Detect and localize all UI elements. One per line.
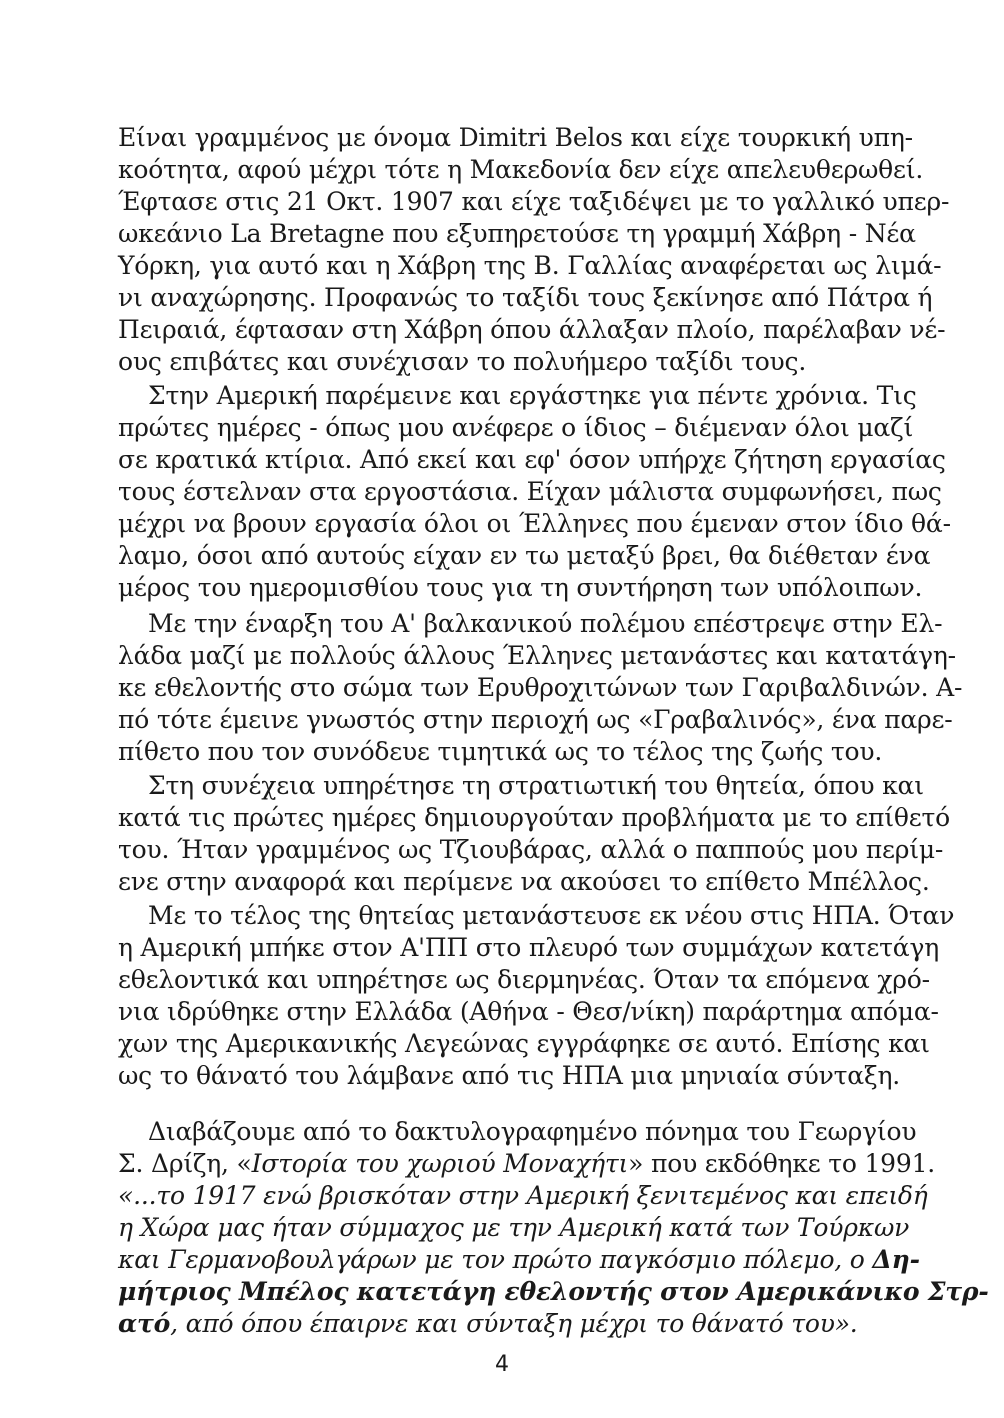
text-line: ενε στην αναφορά και περίμενε να ακούσει το επίθετο Μπέλλος. (118, 867, 930, 896)
text-segment: , από όπου έπαιρνε και σύνταξη μέχρι το θάνατό του». (170, 1309, 858, 1338)
text-line: ωκεάνιο La Bretagne που εξυπηρετούσε τη γραμμή Χάβρη - Νέα (118, 219, 916, 248)
text-line (118, 1148, 936, 1180)
text-segment: Σ. Δρίζη, « (118, 1149, 252, 1178)
quote-line: «...το 1917 ενώ βρισκόταν στην Αμερική ξενιτεμένος και επειδή (118, 1181, 928, 1210)
text-line: τους έστελναν στα εργοστάσια. Είχαν μάλιστα συμφωνήσει, πως (118, 477, 942, 506)
text-line: Είναι γραμμένος με όνομα Dimitri Belos και είχε τουρκική υπη- (118, 123, 913, 152)
text-line: πρώτες ημέρες - όπως μου ανέφερε ο ίδιος – διέμεναν όλοι μαζί (118, 413, 914, 442)
text-line: ως το θάνατό του λάμβανε από τις ΗΠΑ μια μηνιαία σύνταξη. (118, 1061, 901, 1090)
text-line: πίθετο που τον συνόδευε τιμητικά ως το τέλος της ζωής του. (118, 737, 883, 766)
text-line: κοότητα, αφού μέχρι τότε η Μακεδονία δεν είχε απελευθερωθεί. (118, 155, 924, 184)
bold-segment: Δη- (872, 1245, 920, 1274)
text-line: ους επιβάτες και συνέχισαν το πολυήμερο ταξίδι τους. (118, 347, 807, 376)
text-line: μέχρι να βρουν εργασία όλοι οι Έλληνες που έμεναν στον ίδιο θά- (118, 509, 951, 538)
page-number: 4 (495, 1352, 509, 1377)
text-line: η Αμερική μπήκε στον Α'ΠΠ στο πλευρό των συμμάχων κατετάγη (118, 933, 939, 962)
text-line: Στην Αμερική παρέμεινε και εργάστηκε για πέντε χρόνια. Τις (148, 381, 917, 410)
text-line: κε εθελοντής στο σώμα των Ερυθροχιτώνων των Γαριβαλδινών. Α- (118, 673, 963, 702)
text-line: σε κρατικά κτίρια. Από εκεί και εφ' όσον υπήρχε ζήτηση εργασίας (118, 445, 946, 474)
text-line: πό τότε έμεινε γνωστός στην περιοχή ως «Γραβαλινός», ένα παρε- (118, 705, 953, 734)
text-line: Πειραιά, έφτασαν στη Χάβρη όπου άλλαξαν πλοίο, παρέλαβαν νέ- (118, 315, 946, 344)
text-segment: και Γερμανοβουλγάρων με τον πρώτο παγκόσμιο πόλεμο, ο (118, 1245, 873, 1274)
text-segment: » που εκδόθηκε το 1991. (628, 1149, 936, 1178)
text-line: εθελοντικά και υπηρέτησε ως διερμηνέας. Όταν τα επόμενα χρό- (118, 965, 930, 994)
text-line: Έφτασε στις 21 Οκτ. 1907 και είχε ταξιδέψει με το γαλλικό υπερ- (118, 187, 950, 216)
text-line: Στη συνέχεια υπηρέτησε τη στρατιωτική του θητεία, όπου και (148, 771, 924, 800)
text-line: λάδα μαζί με πολλούς άλλους Έλληνες μετανάστες και κατατάγη- (118, 641, 956, 670)
text-line: νια ιδρύθηκε στην Ελλάδα (Αθήνα - Θεσ/νίκη) παράρτημα απόμα- (118, 997, 939, 1026)
text-line: λαμο, όσοι από αυτούς είχαν εν τω μεταξύ βρει, θα διέθεταν ένα (118, 541, 931, 570)
text-line: του. Ήταν γραμμένος ως Τζιουβάρας, αλλά ο παππούς μου περίμ- (118, 835, 944, 864)
text-line: χων της Αμερικανικής Λεγεώνας εγγράφηκε σε αυτό. Επίσης και (118, 1029, 930, 1058)
quote-line (118, 1308, 888, 1340)
quote-line (118, 1244, 920, 1276)
quote-line-bold: μήτριος Μπέλος κατετάγη εθελοντής στον Αμερικάνικο Στρ- (118, 1277, 989, 1306)
book-title: Ιστορία του χωριού Μοναχήτι (251, 1149, 629, 1178)
text-line: Υόρκη, για αυτό και η Χάβρη της Β. Γαλλίας αναφέρεται ως λιμά- (118, 251, 942, 280)
text-line: νι αναχώρησης. Προφανώς το ταξίδι τους ξεκίνησε από Πάτρα ή (118, 283, 933, 312)
bold-segment: ατό (118, 1309, 171, 1338)
text-line: κατά τις πρώτες ημέρες δημιουργούταν προβλήματα με το επίθετό (118, 803, 950, 832)
text-line: Με την έναρξη του Α' βαλκανικού πολέμου επέστρεψε στην Ελ- (148, 609, 943, 638)
text-line: μέρος του ημερομισθίου τους για τη συντήρηση των υπόλοιπων. (118, 573, 923, 602)
text-line: Με το τέλος της θητείας μετανάστευσε εκ νέου στις ΗΠΑ. Όταν (148, 901, 955, 930)
text-line: Διαβάζουμε από το δακτυλογραφημένο πόνημα του Γεωργίου (148, 1117, 917, 1146)
quote-line: η Χώρα μας ήταν σύμμαχος με την Αμερική κατά των Τούρκων (118, 1213, 910, 1242)
